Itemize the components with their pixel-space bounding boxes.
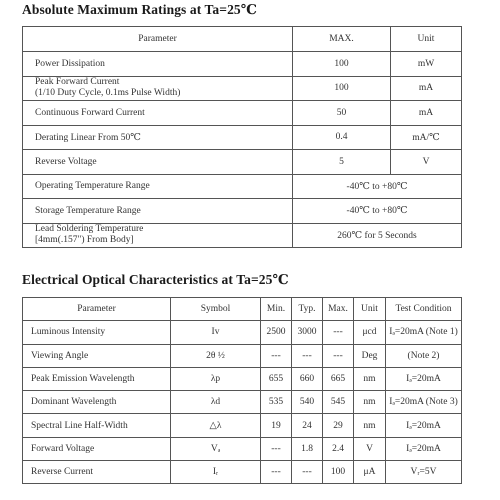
- typ-cell: 24: [292, 414, 323, 437]
- table-row: [23, 437, 462, 460]
- parameter-cell: Luminous Intensity: [23, 321, 171, 344]
- header-symbol: Symbol: [171, 298, 261, 321]
- typ-cell: ---: [292, 344, 323, 367]
- typ-cell: 540: [292, 391, 323, 414]
- parameter-cell: Spectral Line Half-Width: [23, 414, 171, 437]
- max-cell: 29: [323, 414, 354, 437]
- max-cell: 100: [293, 76, 391, 101]
- typ-cell: 660: [292, 367, 323, 390]
- max-cell: 100: [293, 52, 391, 77]
- symbol-cell: 2θ ½: [171, 344, 261, 367]
- min-cell: 535: [261, 391, 292, 414]
- max-cell: ---: [323, 344, 354, 367]
- table-row: [23, 391, 462, 414]
- test-condition-cell: Iₔ=20mA: [386, 414, 462, 437]
- parameter-line-1: Lead Soldering Temperature: [35, 224, 144, 235]
- header-max: MAX.: [293, 27, 391, 52]
- parameter-line-2: [4mm(.157") From Body]: [35, 235, 134, 246]
- test-condition-cell: Iₔ=20mA (Note 3): [386, 391, 462, 414]
- absolute-maximum-ratings-title: Absolute Maximum Ratings at Ta=25℃: [22, 2, 258, 17]
- header-parameter: Parameter: [23, 298, 171, 321]
- max-cell: 0.4: [293, 125, 391, 150]
- typ-cell: 3000: [292, 321, 323, 344]
- parameter-cell: Viewing Angle: [23, 344, 171, 367]
- header-min: Min.: [261, 298, 292, 321]
- unit-cell: nm: [354, 414, 386, 437]
- table-row: [23, 76, 462, 101]
- symbol-cell: Iᵣ: [171, 461, 261, 484]
- parameter-cell: Operating Temperature Range: [23, 174, 293, 199]
- table-row: [23, 414, 462, 437]
- table-row: [23, 461, 462, 484]
- parameter-cell: [23, 76, 293, 101]
- range-cell: -40℃ to +80℃: [293, 199, 462, 224]
- table-header-row: [23, 298, 462, 321]
- unit-cell: V: [354, 437, 386, 460]
- symbol-cell: Vₔ: [171, 437, 261, 460]
- table-row: [23, 150, 462, 175]
- typ-cell: ---: [292, 461, 323, 484]
- test-condition-cell: Iₔ=20mA: [386, 367, 462, 390]
- table-row: [23, 174, 462, 199]
- symbol-cell: Iv: [171, 321, 261, 344]
- unit-cell: mA: [391, 76, 462, 101]
- min-cell: ---: [261, 461, 292, 484]
- max-cell: 100: [323, 461, 354, 484]
- parameter-cell: Peak Emission Wavelength: [23, 367, 171, 390]
- min-cell: 19: [261, 414, 292, 437]
- parameter-line-2: (1/10 Duty Cycle, 0.1ms Pulse Width): [35, 88, 181, 99]
- parameter-cell: Continuous Forward Current: [23, 101, 293, 126]
- test-condition-cell: Iₔ=20mA: [386, 437, 462, 460]
- min-cell: 655: [261, 367, 292, 390]
- parameter-cell: [23, 223, 293, 248]
- unit-cell: nm: [354, 367, 386, 390]
- parameter-cell: Derating Linear From 50℃: [23, 125, 293, 150]
- max-cell: 5: [293, 150, 391, 175]
- header-unit: Unit: [354, 298, 386, 321]
- parameter-line-1: Peak Forward Current: [35, 77, 120, 88]
- electrical-optical-characteristics-table: [22, 297, 462, 484]
- table-row: [23, 101, 462, 126]
- parameter-cell: Power Dissipation: [23, 52, 293, 77]
- test-condition-cell: Iₔ=20mA (Note 1): [386, 321, 462, 344]
- parameter-cell: Dominant Wavelength: [23, 391, 171, 414]
- header-typ: Typ.: [292, 298, 323, 321]
- unit-cell: V: [391, 150, 462, 175]
- absolute-maximum-ratings-table: [22, 26, 462, 248]
- table-row: [23, 125, 462, 150]
- typ-cell: 1.8: [292, 437, 323, 460]
- max-cell: 665: [323, 367, 354, 390]
- symbol-cell: λd: [171, 391, 261, 414]
- parameter-cell: Reverse Current: [23, 461, 171, 484]
- min-cell: 2500: [261, 321, 292, 344]
- header-parameter: Parameter: [23, 27, 293, 52]
- table-header-row: [23, 27, 462, 52]
- unit-cell: mA: [391, 101, 462, 126]
- table-row: [23, 52, 462, 77]
- parameter-cell: Storage Temperature Range: [23, 199, 293, 224]
- min-cell: ---: [261, 344, 292, 367]
- symbol-cell: △λ: [171, 414, 261, 437]
- max-cell: 545: [323, 391, 354, 414]
- max-cell: ---: [323, 321, 354, 344]
- parameter-cell: Forward Voltage: [23, 437, 171, 460]
- test-condition-cell: Vᵣ=5V: [386, 461, 462, 484]
- parameter-cell: Reverse Voltage: [23, 150, 293, 175]
- symbol-cell: λp: [171, 367, 261, 390]
- header-max: Max.: [323, 298, 354, 321]
- header-test-condition: Test Condition: [386, 298, 462, 321]
- header-unit: Unit: [391, 27, 462, 52]
- electrical-optical-characteristics-title: Electrical Optical Characteristics at Ta=25℃: [22, 272, 289, 287]
- table-row: [23, 223, 462, 248]
- test-condition-cell: (Note 2): [386, 344, 462, 367]
- unit-cell: Deg: [354, 344, 386, 367]
- range-cell: 260℃ for 5 Seconds: [293, 223, 462, 248]
- unit-cell: nm: [354, 391, 386, 414]
- unit-cell: μA: [354, 461, 386, 484]
- min-cell: ---: [261, 437, 292, 460]
- unit-cell: μcd: [354, 321, 386, 344]
- max-cell: 2.4: [323, 437, 354, 460]
- max-cell: 50: [293, 101, 391, 126]
- table-row: [23, 321, 462, 344]
- range-cell: -40℃ to +80℃: [293, 174, 462, 199]
- table-row: [23, 367, 462, 390]
- unit-cell: mW: [391, 52, 462, 77]
- table-row: [23, 344, 462, 367]
- table-row: [23, 199, 462, 224]
- unit-cell: mA/℃: [391, 125, 462, 150]
